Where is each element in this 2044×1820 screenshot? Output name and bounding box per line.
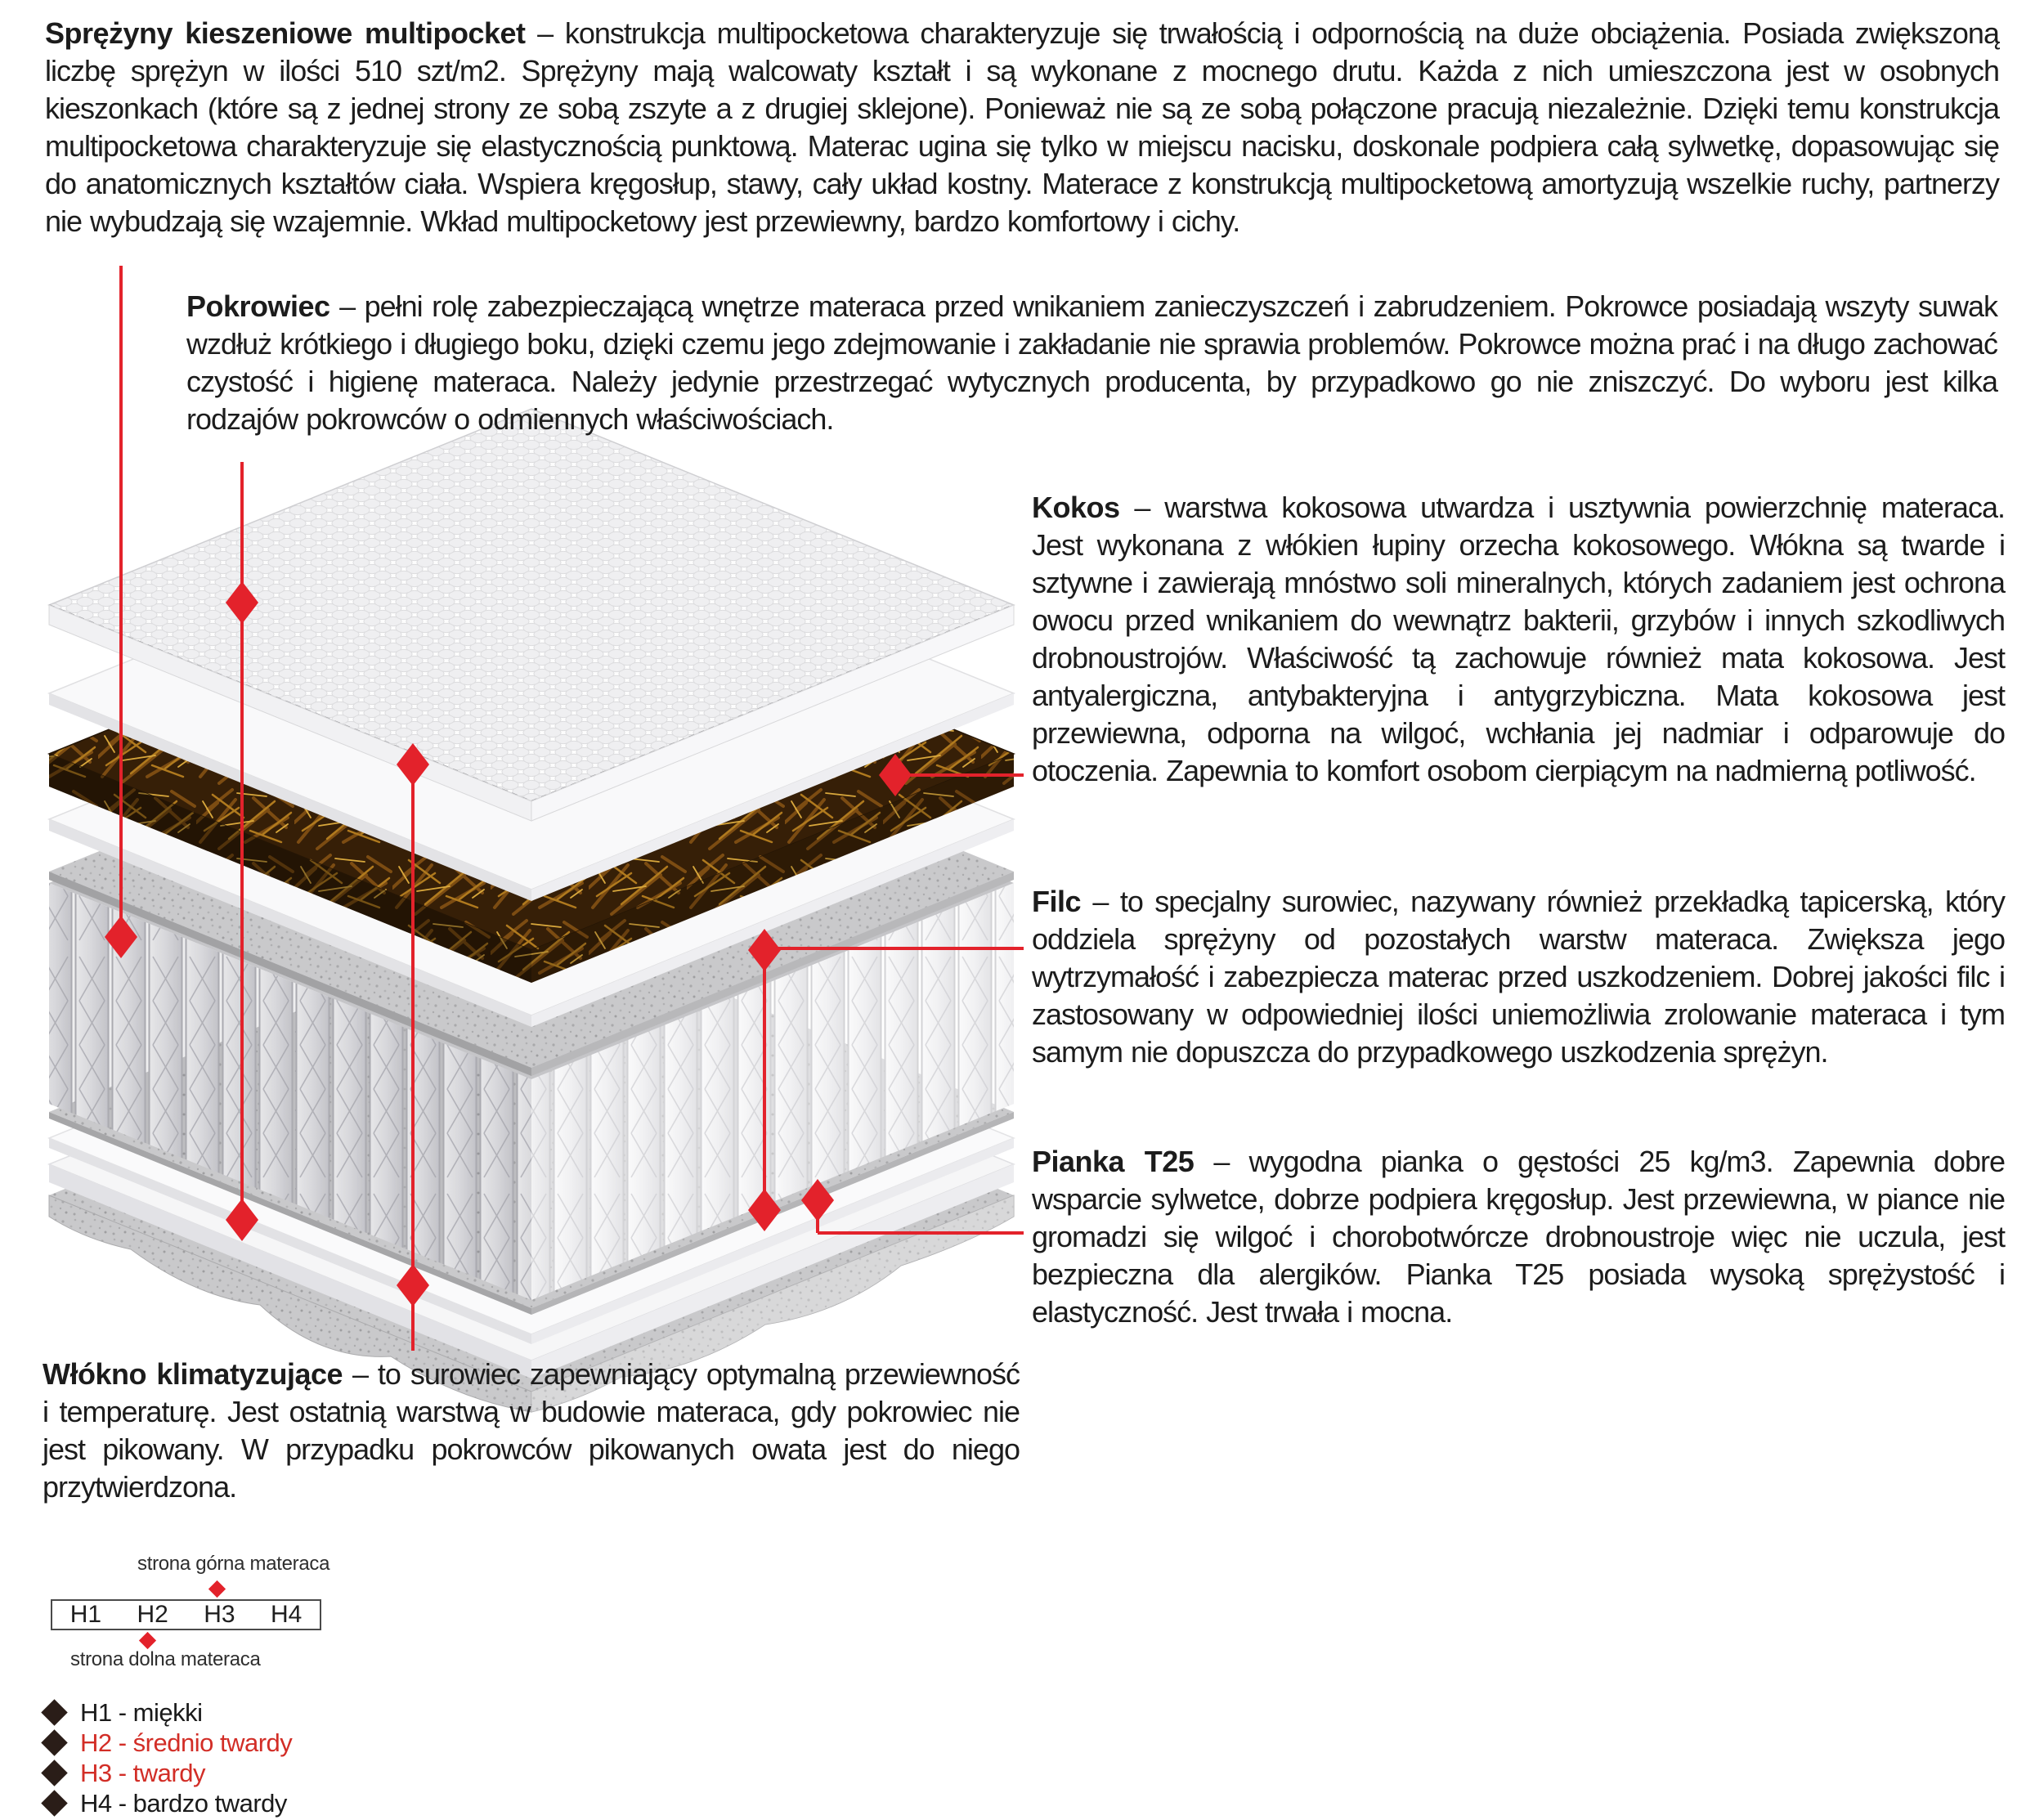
- paragraph-filc-body: – to specjalny surowiec, nazywany również przekładką tapicerską, który oddziela sprężyny od pozostałych warstw materaca. Zwiększa jego wytrzymałość i zabezpiecza materac przed uszkodzeniem. Dobrej jakości filc i zastosowany w odpowiedniej ilości uniemożliwia zrolowanie materaca i tym samym nie dopuszcza do przypadkowego uszkodzenia sprężyn.: [1032, 885, 2005, 1069]
- paragraph-springs-title: Sprężyny kieszeniowe multipocket: [45, 16, 526, 50]
- legend-label-h3: H3 - twardy: [80, 1758, 205, 1787]
- legend-item-h3: [45, 1758, 292, 1788]
- hardness-bottom-label: strona dolna materaca: [70, 1648, 261, 1670]
- hardness-cell-h1: H1: [69, 1601, 102, 1628]
- hardness-cell-h3: H3: [204, 1601, 235, 1628]
- paragraph-pokrowiec-title: Pokrowiec: [186, 289, 330, 323]
- hardness-top-diamond-icon: [208, 1580, 226, 1598]
- legend-label-h1: H1 - miękki: [80, 1697, 203, 1727]
- legend-item-h4: [45, 1788, 292, 1818]
- legend-item-h1: [45, 1697, 292, 1728]
- paragraph-pokrowiec-body: – pełni rolę zabezpieczającą wnętrze materaca przed wnikaniem zanieczyszczeń i zabrudzeniem. Pokrowce posiadają wszyty suwak wzdłuż krótkiego i długiego boku, dzięki czemu jego zdejmowanie i zakładanie nie sprawia problemów. Pokrowce można prać i na długo zachować czystość i higienę materaca. Należy jedynie przestrzegać wytycznych producenta, by przypadkowo go nie zniszczyć. Do wyboru jest kilka rodzajów pokrowców o odmiennych właściwościach.: [186, 289, 1997, 436]
- paragraph-filc-title: Filc: [1032, 885, 1082, 918]
- paragraph-wlokno: [43, 1356, 1020, 1506]
- paragraph-pianka-title: Pianka T25: [1032, 1145, 1195, 1178]
- hardness-table: [51, 1599, 321, 1630]
- paragraph-kokos-body: – warstwa kokosowa utwardza i usztywnia powierzchnię materaca. Jest wykonana z włókien łupiny orzecha kokosowego. Włókna są twarde i sztywne i zawierają mnóstwo soli mineralnych, których zadaniem jest ochrona owocu przed wnikaniem do wewnątrz bakterii, grzybów i innych szkodliwych drobnoustrojów. Właściwość tą zachowuje również mata kokosowa. Jest antyalergiczna, antybakteryjna i antygrzybiczna. Mata kokosowa jest przewiewna, odporna na wilgoć, wchłania jej nadmiar i odparowuje do otoczenia. Zapewnia to komfort osobom cierpiącym na nadmierną potliwość.: [1032, 491, 2005, 787]
- legend-label-h2: H2 - średnio twardy: [80, 1728, 293, 1757]
- legend-label-h4: H4 - bardzo twardy: [80, 1788, 287, 1818]
- legend-diamond-icon: [41, 1759, 68, 1786]
- paragraph-pianka-body: – wygodna pianka o gęstości 25 kg/m3. Zapewnia dobre wsparcie sylwetce, dobrze podpiera kręgosłup. Jest przewiewna, w piance nie gromadzi się wilgoć i chorobotwórcze drobnoustroje więc nie uczula, jest bezpieczna dla alergików. Pianka T25 posiada wysoką sprężystość i elastyczność. Jest trwała i mocna.: [1032, 1145, 2005, 1329]
- hardness-cell-h2: H2: [137, 1601, 168, 1628]
- paragraph-springs-body: – konstrukcja multipocketowa charakteryzuje się trwałością i odpornością na duże obciążenia. Posiada zwiększoną liczbę sprężyn w ilości 510 szt/m2. Sprężyny mają walcowaty kształt i są wykonane z mocnego drutu. Każda z nich umieszczona jest w osobnych kieszonkach (które są z jednej strony ze sobą zszyte a z drugiej sklejone). Ponieważ nie są ze sobą połączone pracują niezależnie. Dzięki temu konstrukcja multipocketowa charakteryzuje się elastycznością punktową. Materac ugina się tylko w miejscu nacisku, doskonale podpiera całą sylwetkę, dopasowując się do anatomicznych kształtów ciała. Wspiera kręgosłup, stawy, cały układ kostny. Materace z konstrukcją multipocketową amortyzują wszelkie ruchy, partnerzy nie wybudzają się wzajemnie. Wkład multipocketowy jest przewiewny, bardzo komfortowy i cichy.: [45, 16, 1999, 238]
- paragraph-springs: [45, 15, 1999, 240]
- paragraph-pianka: [1032, 1143, 2005, 1331]
- legend-item-h2: [45, 1728, 292, 1758]
- legend-diamond-icon: [41, 1699, 68, 1726]
- hardness-top-label: strona górna materaca: [137, 1553, 330, 1575]
- hardness-cell-h4: H4: [270, 1601, 303, 1628]
- hardness-legend: [45, 1697, 292, 1818]
- paragraph-kokos: [1032, 489, 2005, 790]
- paragraph-kokos-title: Kokos: [1032, 491, 1120, 524]
- paragraph-wlokno-title: Włókno klimatyzujące: [43, 1357, 343, 1391]
- legend-diamond-icon: [41, 1790, 68, 1817]
- paragraph-pokrowiec: [186, 288, 1997, 438]
- hardness-bottom-diamond-icon: [139, 1632, 156, 1649]
- legend-diamond-icon: [41, 1729, 68, 1756]
- paragraph-wlokno-body: – to surowiec zapewniający optymalną przewiewność i temperaturę. Jest ostatnią warstwą w budowie materaca, gdy pokrowiec nie jest pikowany. W przypadku pokrowców pikowanych owata jest do niego przytwierdzona.: [43, 1357, 1020, 1504]
- paragraph-filc: [1032, 883, 2005, 1071]
